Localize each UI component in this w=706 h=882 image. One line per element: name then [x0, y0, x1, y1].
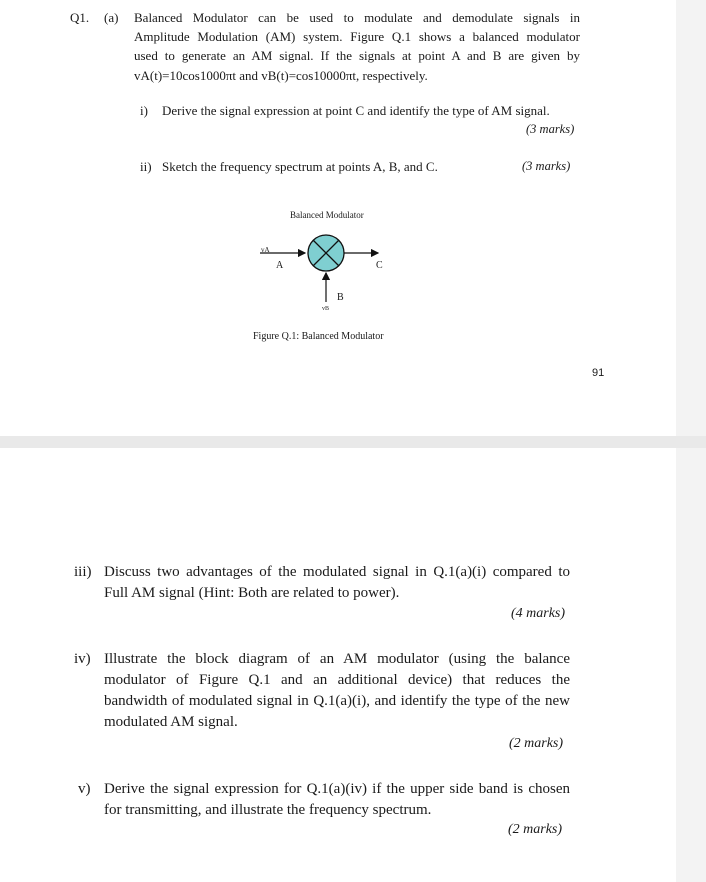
item-iv-number: iv)	[74, 651, 91, 667]
item-ii-text: Sketch the frequency spectrum at points A, B, and C.	[162, 159, 438, 174]
intro-line-3: used to generate an AM signal. If the signals at point A and B are given by	[134, 48, 580, 63]
item-v-number: v)	[78, 781, 91, 797]
intro-line-4: vA(t)=10cos1000πt and vB(t)=cos10000πt, respectively.	[134, 68, 428, 83]
item-v-marks: (2 marks)	[508, 822, 563, 837]
item-iv-marks: (2 marks)	[509, 736, 564, 751]
intro-line-2: Amplitude Modulation (AM) system. Figure Q.1 shows a balanced modulator	[134, 29, 580, 44]
item-i-marks: (3 marks)	[526, 122, 575, 136]
balanced-modulator-diagram	[250, 226, 400, 316]
page-number: 91	[592, 367, 605, 379]
document-page-2	[0, 448, 676, 882]
item-iii-line-2: Full AM signal (Hint: Both are related to power).	[104, 585, 400, 601]
item-ii-number: ii)	[140, 159, 152, 174]
item-iv-line-1: Illustrate the block diagram of an AM modulator (using the balance	[104, 651, 570, 667]
item-v-line-2: for transmitting, and illustrate the frequency spectrum.	[104, 802, 432, 818]
label-b: B	[337, 292, 344, 303]
intro-line-1: Balanced Modulator can be used to modulate and demodulate signals in	[134, 10, 580, 25]
figure-caption: Figure Q.1: Balanced Modulator	[253, 331, 384, 342]
question-number: Q1.	[70, 10, 90, 25]
item-iv-line-3: bandwidth of modulated signal in Q.1(a)(i), and identify the type of the new	[104, 693, 570, 709]
document-page-1	[0, 0, 676, 436]
part-a-label: (a)	[104, 10, 119, 25]
label-c: C	[376, 260, 383, 271]
item-iii-number: iii)	[74, 564, 92, 580]
label-vb: vB	[322, 306, 330, 312]
item-iii-line-1: Discuss two advantages of the modulated signal in Q.1(a)(i) compared to	[104, 564, 570, 580]
label-a: A	[276, 260, 284, 271]
item-v-line-1: Derive the signal expression for Q.1(a)(iv) if the upper side band is chosen	[104, 781, 570, 797]
page-separator	[0, 436, 706, 448]
item-i-number: i)	[140, 103, 148, 118]
item-iii-marks: (4 marks)	[511, 606, 566, 621]
item-iv-line-4: modulated AM signal.	[104, 714, 238, 730]
label-va: vA	[261, 246, 270, 254]
figure-title: Balanced Modulator	[290, 210, 364, 220]
item-iv-line-2: modulator of Figure Q.1 and an additional device) that reduces the	[104, 672, 570, 688]
item-i-text: Derive the signal expression at point C and identify the type of AM signal.	[162, 103, 550, 118]
item-ii-marks: (3 marks)	[522, 159, 571, 173]
